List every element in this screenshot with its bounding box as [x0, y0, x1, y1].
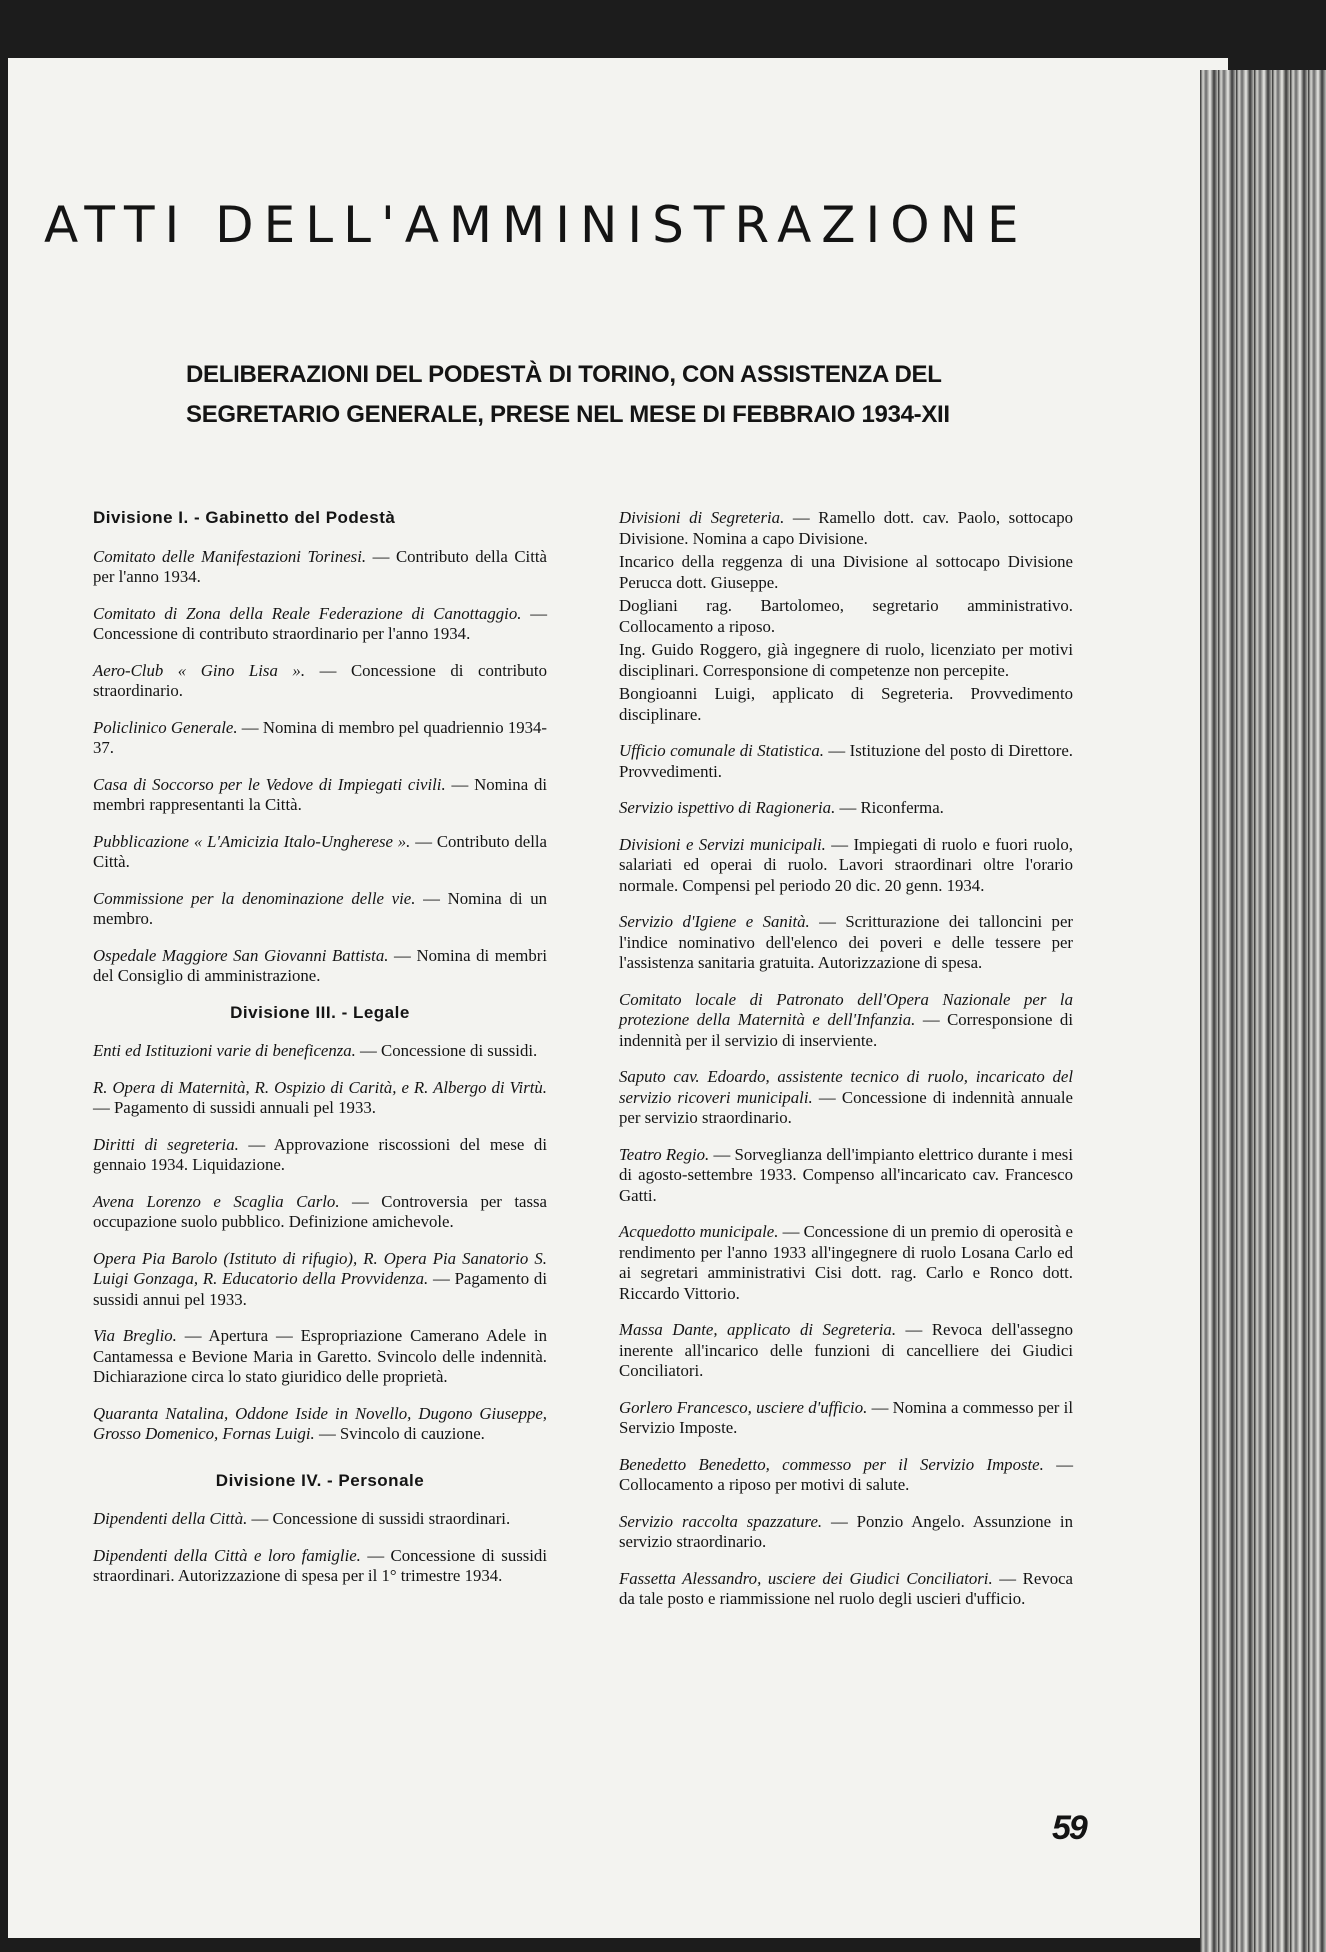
deliberation-entry	[619, 684, 1073, 725]
entry-text: — Concessione di sussidi straordinari.	[247, 1509, 511, 1528]
deliberation-entry	[93, 1546, 547, 1587]
deliberation-entry	[93, 889, 547, 930]
entry-subject: Commissione per la denominazione delle vie.	[93, 888, 416, 908]
entry-text: — Concessione di sussidi straordinari. Autorizzazione di spesa per il 1° trimestre 1934.	[93, 1545, 547, 1585]
left-column	[93, 508, 547, 1603]
entry-subject: Divisioni e Servizi municipali.	[619, 834, 826, 854]
page-edge-strips	[1200, 70, 1326, 1952]
page-number: 59	[1052, 1809, 1086, 1847]
entry-subject: R. Opera di Maternità, R. Ospizio di Carità, e R. Albergo di Virtù.	[93, 1077, 547, 1097]
entry-subject: Benedetto Benedetto, commesso per il Servizio Imposte.	[619, 1454, 1044, 1474]
deliberation-entry	[93, 718, 547, 759]
entry-subject: Gorlero Francesco, usciere d'ufficio.	[619, 1397, 868, 1417]
page-title: ATTI DELL'AMMINISTRAZIONE	[44, 196, 1029, 254]
entry-subject: Acquedotto municipale.	[619, 1222, 779, 1241]
entry-text: — Ramello dott. cav. Paolo, sottocapo Divisione. Nomina a capo Divisione.	[619, 508, 1073, 548]
division-heading: Divisione I. - Gabinetto del Podestà	[93, 508, 396, 527]
deliberation-entry	[619, 640, 1073, 681]
deliberation-entry	[619, 798, 1073, 819]
deliberation-entry	[619, 1569, 1073, 1610]
right-column	[619, 508, 1073, 1626]
entry-subject: Casa di Soccorso per le Vedove di Impiegati civili.	[93, 774, 446, 794]
entry-text: — Riconferma.	[835, 798, 944, 817]
entry-text: — Pagamento di sussidi annui pel 1933.	[93, 1269, 547, 1309]
deliberation-entry	[93, 832, 547, 873]
deliberation-entry	[93, 1078, 547, 1119]
entry-text: — Concessione di un premio di operosità e rendimento per l'anno 1933 all'ingegnere di ruolo Losana Carlo ed ai segretari amministrativi Cisi dott. rag. Carlo e Ronco dott. Riccardo Vittorio.	[619, 1222, 1073, 1303]
entry-text: — Nomina di membri rappresentanti la Città.	[93, 774, 548, 814]
deliberation-entry	[619, 835, 1073, 897]
deliberation-entry	[93, 661, 547, 702]
entry-text: — Concessione di indennità annuale per servizio straordinario.	[619, 1087, 1073, 1127]
entry-subject: Ospedale Maggiore San Giovanni Battista.	[93, 945, 389, 965]
deliberation-entry	[93, 1509, 547, 1530]
entry-text: — Concessione di contributo straordinario per l'anno 1934.	[93, 603, 547, 643]
entry-subject: Via Breglio.	[93, 1326, 177, 1345]
deliberation-entry	[93, 604, 547, 645]
entry-subject: Comitato locale di Patronato dell'Opera Nazionale per la protezione della Maternità e dell'Infanzia.	[619, 989, 1073, 1029]
deliberation-entry	[93, 775, 547, 816]
entry-text: — Revoca dell'assegno inerente all'incarico delle funzioni di cancelliere dei Giudici Conciliatori.	[619, 1320, 1073, 1380]
subtitle-line: DELIBERAZIONI DEL PODESTÀ DI TORINO, CON ASSISTENZA DEL	[186, 361, 942, 388]
deliberation-entry	[619, 912, 1073, 974]
deliberation-entry	[619, 1455, 1073, 1496]
deliberation-entry	[619, 1398, 1073, 1439]
division-heading: Divisione IV. - Personale	[215, 1470, 425, 1490]
entry-text: — Approvazione riscossioni del mese di gennaio 1934. Liquidazione.	[93, 1134, 547, 1174]
entry-subject: Divisioni di Segreteria.	[619, 508, 785, 527]
entry-subject: Ufficio comunale di Statistica.	[619, 741, 824, 760]
entry-text: — Sorveglianza dell'impianto elettrico durante i mesi di agosto-settembre 1933. Compenso all'incaricato cav. Francesco Gatti.	[619, 1144, 1073, 1205]
entry-subject: Policlinico Generale.	[93, 717, 238, 737]
deliberation-entry	[619, 990, 1073, 1052]
page-subtitle	[186, 355, 1086, 435]
entry-subject: Servizio d'Igiene e Sanità.	[619, 912, 810, 931]
entry-subject: Servizio ispettivo di Ragioneria.	[619, 798, 836, 817]
entry-subject: Avena Lorenzo e Scaglia Carlo.	[93, 1191, 340, 1211]
deliberation-entry	[93, 1192, 547, 1233]
entry-subject: Teatro Regio.	[619, 1144, 710, 1164]
deliberation-entry	[93, 1041, 547, 1062]
entry-text: — Apertura — Espropriazione Camerano Adele in Cantamessa e Bevione Maria in Garetto. Svincolo delle indennità. Dichiarazione circa lo stato giuridico delle proprietà.	[93, 1326, 547, 1386]
entry-subject: Saputo cav. Edoardo, assistente tecnico di ruolo, incaricato del servizio ricoveri municipali.	[619, 1067, 1073, 1107]
deliberation-entry	[93, 547, 547, 588]
entry-text: — Collocamento a riposo per motivi di salute.	[619, 1454, 1073, 1494]
entry-text: — Svincolo di cauzione.	[314, 1424, 485, 1443]
deliberation-entry	[619, 1320, 1073, 1382]
deliberation-entry	[619, 552, 1073, 593]
entry-text: — Pagamento di sussidi annuali pel 1933.	[93, 1098, 376, 1117]
entry-text: — Contributo della Città.	[93, 831, 547, 871]
entry-subject: Dipendenti della Città e loro famiglie.	[93, 1545, 361, 1565]
deliberation-entry	[93, 1326, 547, 1388]
deliberation-entry	[619, 1222, 1073, 1304]
entry-text: — Revoca da tale posto e riammissione nel ruolo degli uscieri d'ufficio.	[619, 1568, 1073, 1608]
deliberation-entry	[619, 1067, 1073, 1129]
entry-text: — Nomina di membri del Consiglio di amministrazione.	[93, 945, 547, 985]
deliberation-entry	[93, 1249, 547, 1311]
entry-text: — Nomina di un membro.	[93, 888, 547, 928]
entry-text: — Controversia per tassa occupazione suolo pubblico. Definizione amichevole.	[93, 1191, 547, 1231]
entry-subject: Comitato delle Manifestazioni Torinesi.	[93, 546, 367, 566]
entry-text: — Concessione di sussidi.	[355, 1041, 538, 1060]
entry-subject: Servizio raccolta spazzature.	[619, 1511, 823, 1531]
entry-text: — Istituzione del posto di Direttore. Provvedimenti.	[619, 741, 1073, 781]
deliberation-entry	[619, 741, 1073, 782]
entry-text: Bongioanni Luigi, applicato di Segreteria. Provvedimento disciplinare.	[619, 684, 1073, 724]
deliberation-entry	[619, 508, 1073, 549]
division-heading: Divisione III. - Legale	[230, 1002, 410, 1022]
entry-text: — Nomina a commesso per il Servizio Imposte.	[619, 1397, 1073, 1437]
entry-text: — Nomina di membro pel quadriennio 1934-37.	[93, 717, 547, 757]
entry-text: — Scritturazione dei talloncini per l'indice nominativo dell'elenco dei poveri e delle tessere per l'assistenza sanitaria gratuita. Autorizzazione di spesa.	[619, 912, 1073, 972]
entry-subject: Massa Dante, applicato di Segreteria.	[619, 1320, 897, 1339]
entry-subject: Opera Pia Barolo (Istituto di rifugio), R. Opera Pia Sanatorio S. Luigi Gonzaga, R. Educatorio della Provvidenza.	[93, 1248, 547, 1288]
deliberation-entry	[93, 1404, 547, 1445]
deliberation-entry	[93, 946, 547, 987]
entry-text: Ing. Guido Roggero, già ingegnere di ruolo, licenziato per motivi disciplinari. Corresponsione di competenze non percepite.	[619, 640, 1073, 680]
entry-text: Dogliani rag. Bartolomeo, segretario amministrativo. Collocamento a riposo.	[619, 596, 1073, 636]
subtitle-line: SEGRETARIO GENERALE, PRESE NEL MESE DI FEBBRAIO 1934-XII	[186, 401, 950, 428]
entry-subject: Quaranta Natalina, Oddone Iside in Novello, Dugono Giuseppe, Grosso Domenico, Fornas Luigi.	[93, 1403, 547, 1443]
entry-text: — Contributo della Città per l'anno 1934.	[93, 546, 547, 586]
deliberation-entry	[619, 596, 1073, 637]
entry-subject: Dipendenti della Città.	[93, 1509, 248, 1528]
entry-subject: Fassetta Alessandro, usciere dei Giudici Conciliatori.	[619, 1568, 993, 1588]
entry-text: — Impiegati di ruolo e fuori ruolo, salariati ed operai di ruolo. Lavori straordinari oltre l'orario normale. Compensi pel periodo 20 dic. 20 genn. 1934.	[619, 834, 1073, 895]
deliberation-entry	[93, 1135, 547, 1176]
deliberation-entry	[619, 1145, 1073, 1207]
entry-text: — Corresponsione di indennità per il servizio di inserviente.	[619, 1010, 1073, 1050]
entry-subject: Diritti di segreteria.	[93, 1134, 239, 1154]
entry-subject: Enti ed Istituzioni varie di beneficenza.	[93, 1041, 356, 1060]
entry-subject: Pubblicazione « L'Amicizia Italo-Ungherese ».	[93, 831, 411, 851]
entry-subject: Aero-Club « Gino Lisa ».	[93, 660, 306, 680]
entry-text: Incarico della reggenza di una Divisione al sottocapo Divisione Perucca dott. Giuseppe.	[619, 552, 1073, 592]
deliberation-entry	[619, 1512, 1073, 1553]
entry-text: — Concessione di contributo straordinario.	[93, 660, 547, 700]
entry-text: — Ponzio Angelo. Assunzione in servizio straordinario.	[619, 1511, 1073, 1551]
entry-subject: Comitato di Zona della Reale Federazione di Canottaggio.	[93, 603, 522, 623]
